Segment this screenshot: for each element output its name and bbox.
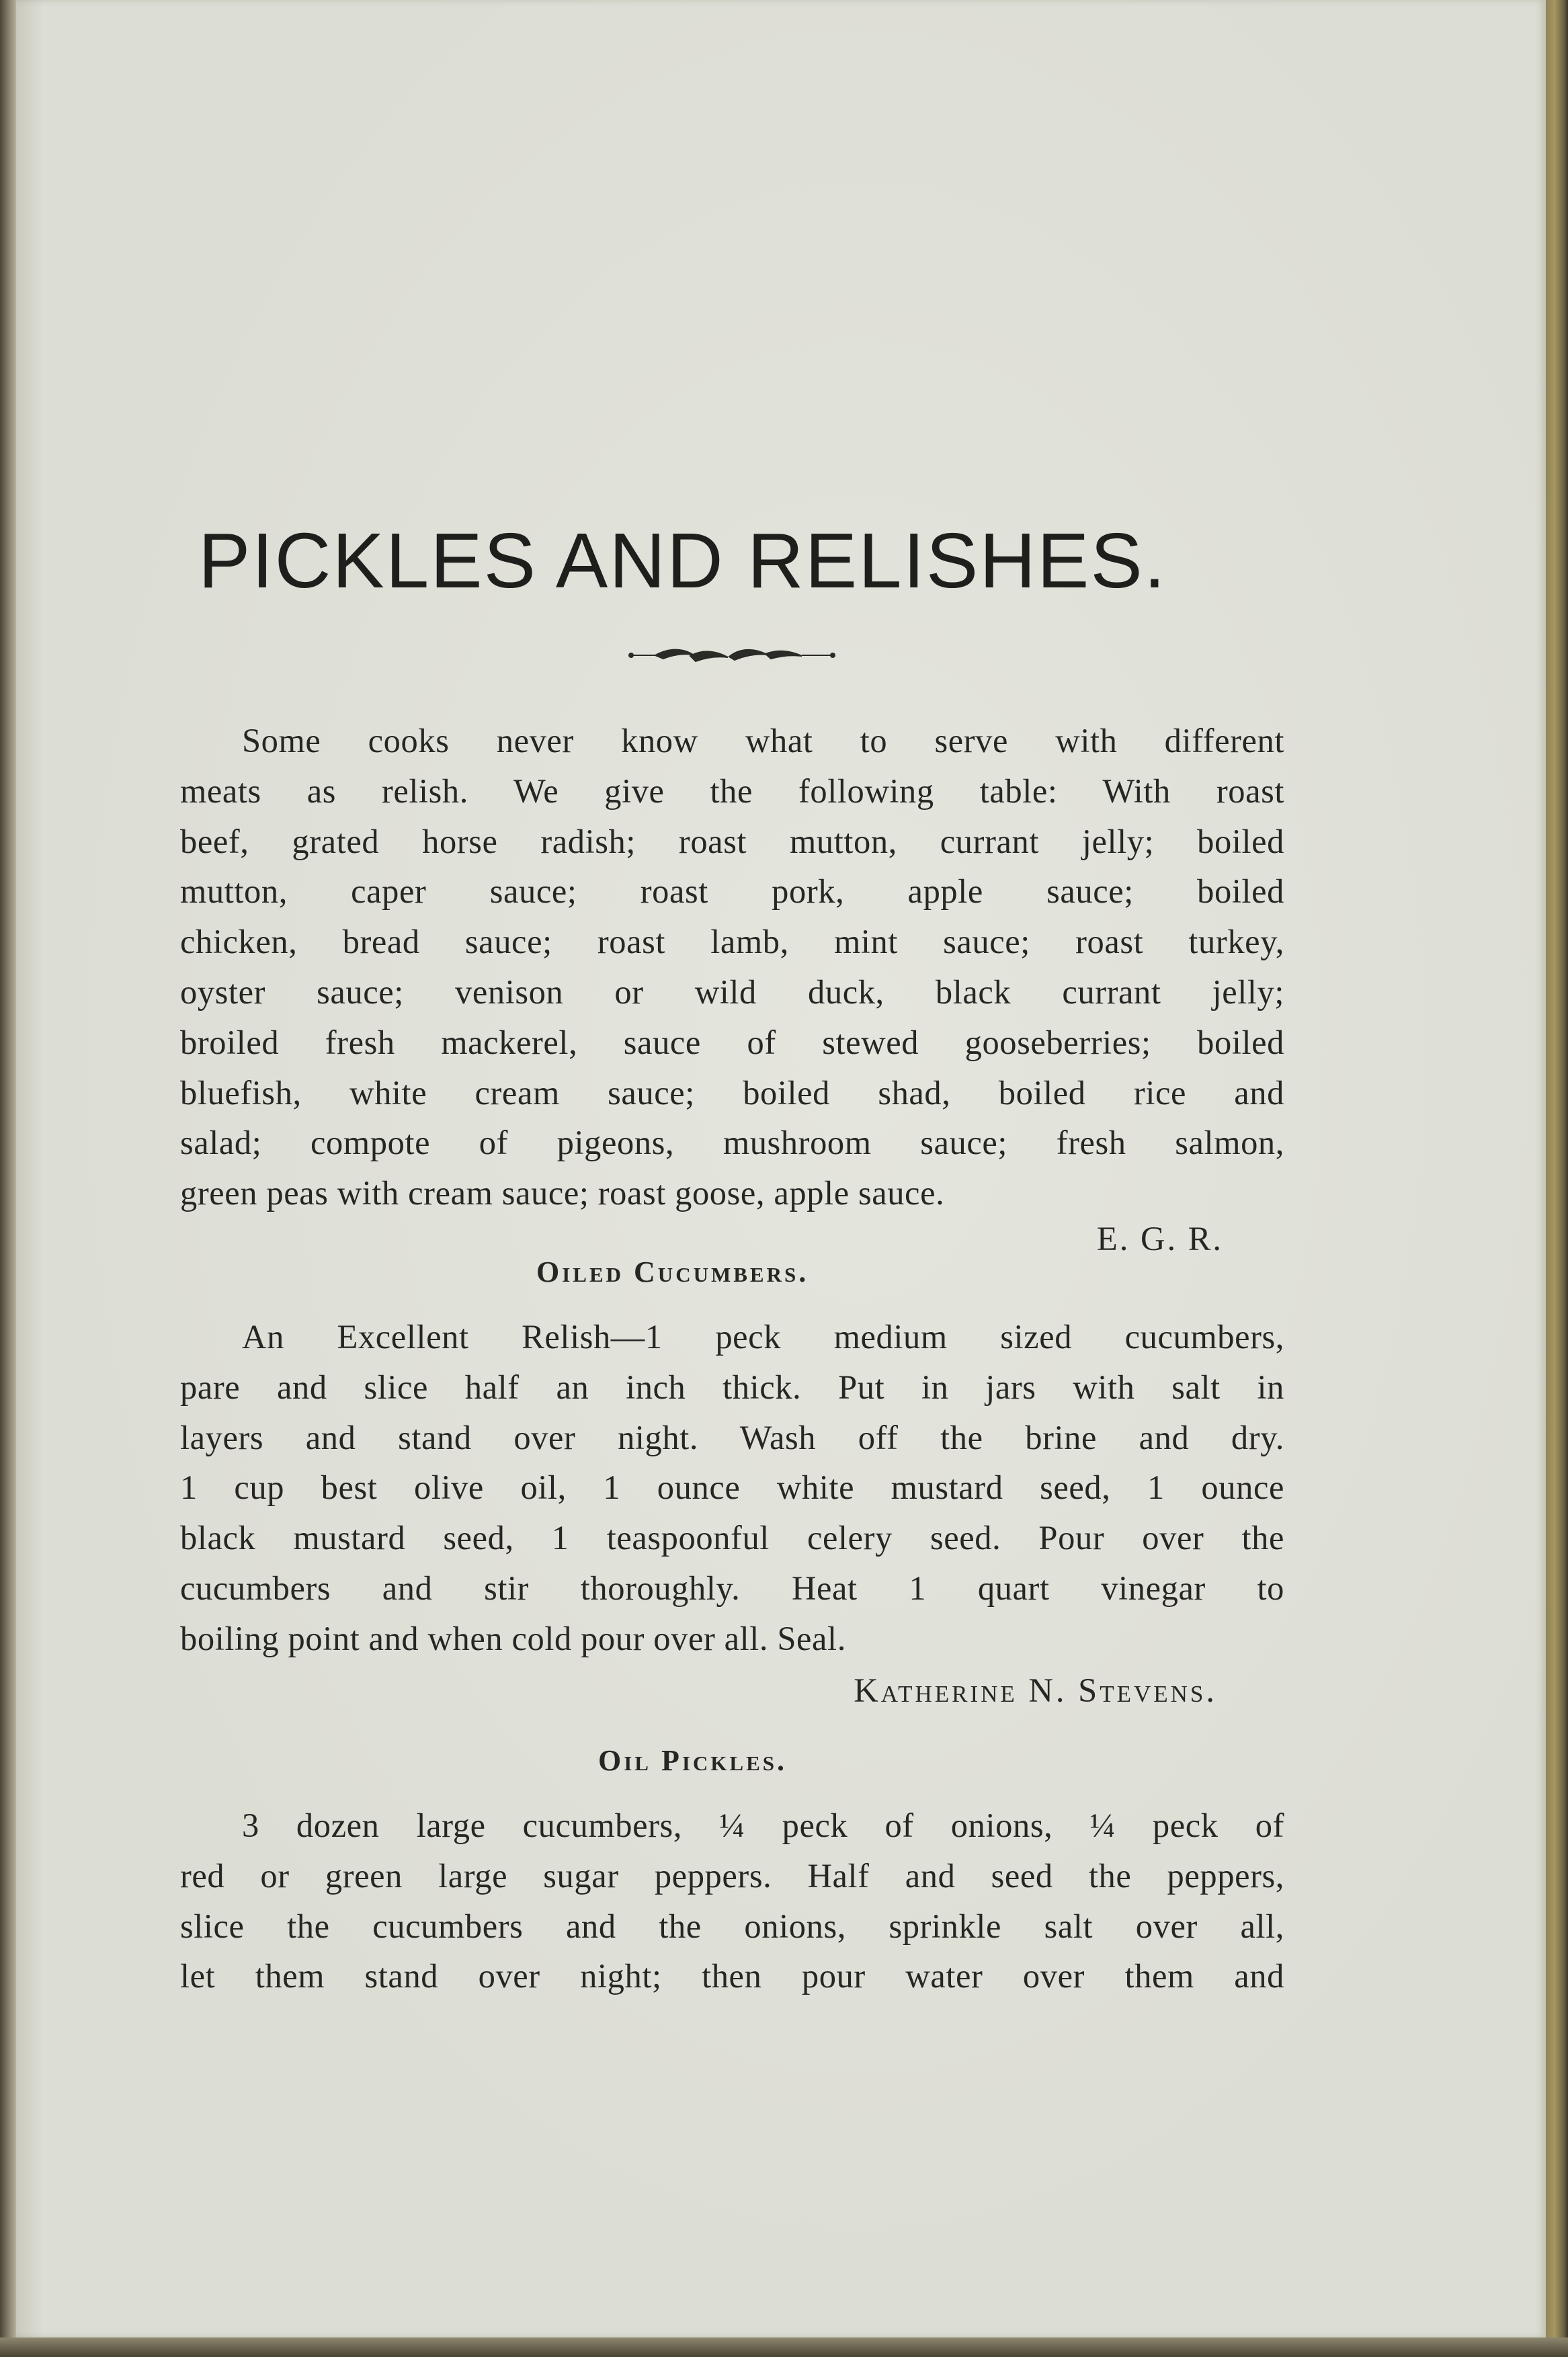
- text-line: An Excellent Relish—1 peck medium sized cucumbers,: [242, 1318, 1284, 1356]
- text-line: chicken, bread sauce; roast lamb, mint sauce; roast turkey,: [180, 923, 1284, 961]
- page-bottom-edge: [0, 2338, 1568, 2357]
- page-right-edge: [1546, 0, 1568, 2357]
- book-spine-edge: [0, 0, 16, 2357]
- text-line: 3 dozen large cucumbers, ¼ peck of onions, ¼ peck of: [242, 1807, 1284, 1844]
- oiled-cucumbers-paragraph: [180, 1312, 1284, 1664]
- text-line: boiling point and when cold pour over all. Seal.: [180, 1619, 846, 1657]
- text-line: bluefish, white cream sauce; boiled shad, boiled rice and: [180, 1073, 1284, 1112]
- text-line: meats as relish. We give the following table: With roast: [180, 772, 1284, 810]
- section-heading-oiled-cucumbers: Oiled Cucumbers.: [536, 1255, 809, 1288]
- intro-signature: E. G. R.: [1096, 1220, 1223, 1257]
- text-line: slice the cucumbers and the onions, sprinkle salt over all,: [180, 1907, 1284, 1945]
- ornament-divider: [628, 645, 837, 665]
- page-title: PICKLES AND RELISHES.: [198, 517, 1167, 604]
- text-line: cucumbers and stir thoroughly. Heat 1 quart vinegar to: [180, 1569, 1284, 1607]
- text-line: oyster sauce; venison or wild duck, black currant jelly;: [180, 973, 1284, 1011]
- text-line: mutton, caper sauce; roast pork, apple sauce; boiled: [180, 872, 1284, 911]
- text-line: broiled fresh mackerel, sauce of stewed gooseberries; boiled: [180, 1023, 1284, 1061]
- oil-pickles-paragraph: [180, 1801, 1284, 2001]
- oiled-cucumbers-signature: Katherine N. Stevens.: [854, 1671, 1217, 1709]
- text-line: Some cooks never know what to serve with different: [242, 722, 1284, 759]
- text-line: let them stand over night; then pour water over them and: [180, 1957, 1284, 1995]
- intro-paragraph: [180, 716, 1284, 1218]
- text-line: green peas with cream sauce; roast goose, apple sauce.: [180, 1174, 945, 1212]
- text-line: 1 cup best olive oil, 1 ounce white mustard seed, 1 ounce: [180, 1469, 1284, 1507]
- text-line: layers and stand over night. Wash off the brine and dry.: [180, 1418, 1284, 1456]
- text-line: pare and slice half an inch thick. Put in jars with salt in: [180, 1368, 1284, 1406]
- text-line: beef, grated horse radish; roast mutton, currant jelly; boiled: [180, 822, 1284, 860]
- text-line: black mustard seed, 1 teaspoonful celery seed. Pour over the: [180, 1519, 1284, 1557]
- section-heading-oil-pickles: Oil Pickles.: [598, 1744, 788, 1777]
- text-line: salad; compote of pigeons, mushroom sauce; fresh salmon,: [180, 1124, 1284, 1162]
- text-line: red or green large sugar peppers. Half and seed the peppers,: [180, 1856, 1284, 1895]
